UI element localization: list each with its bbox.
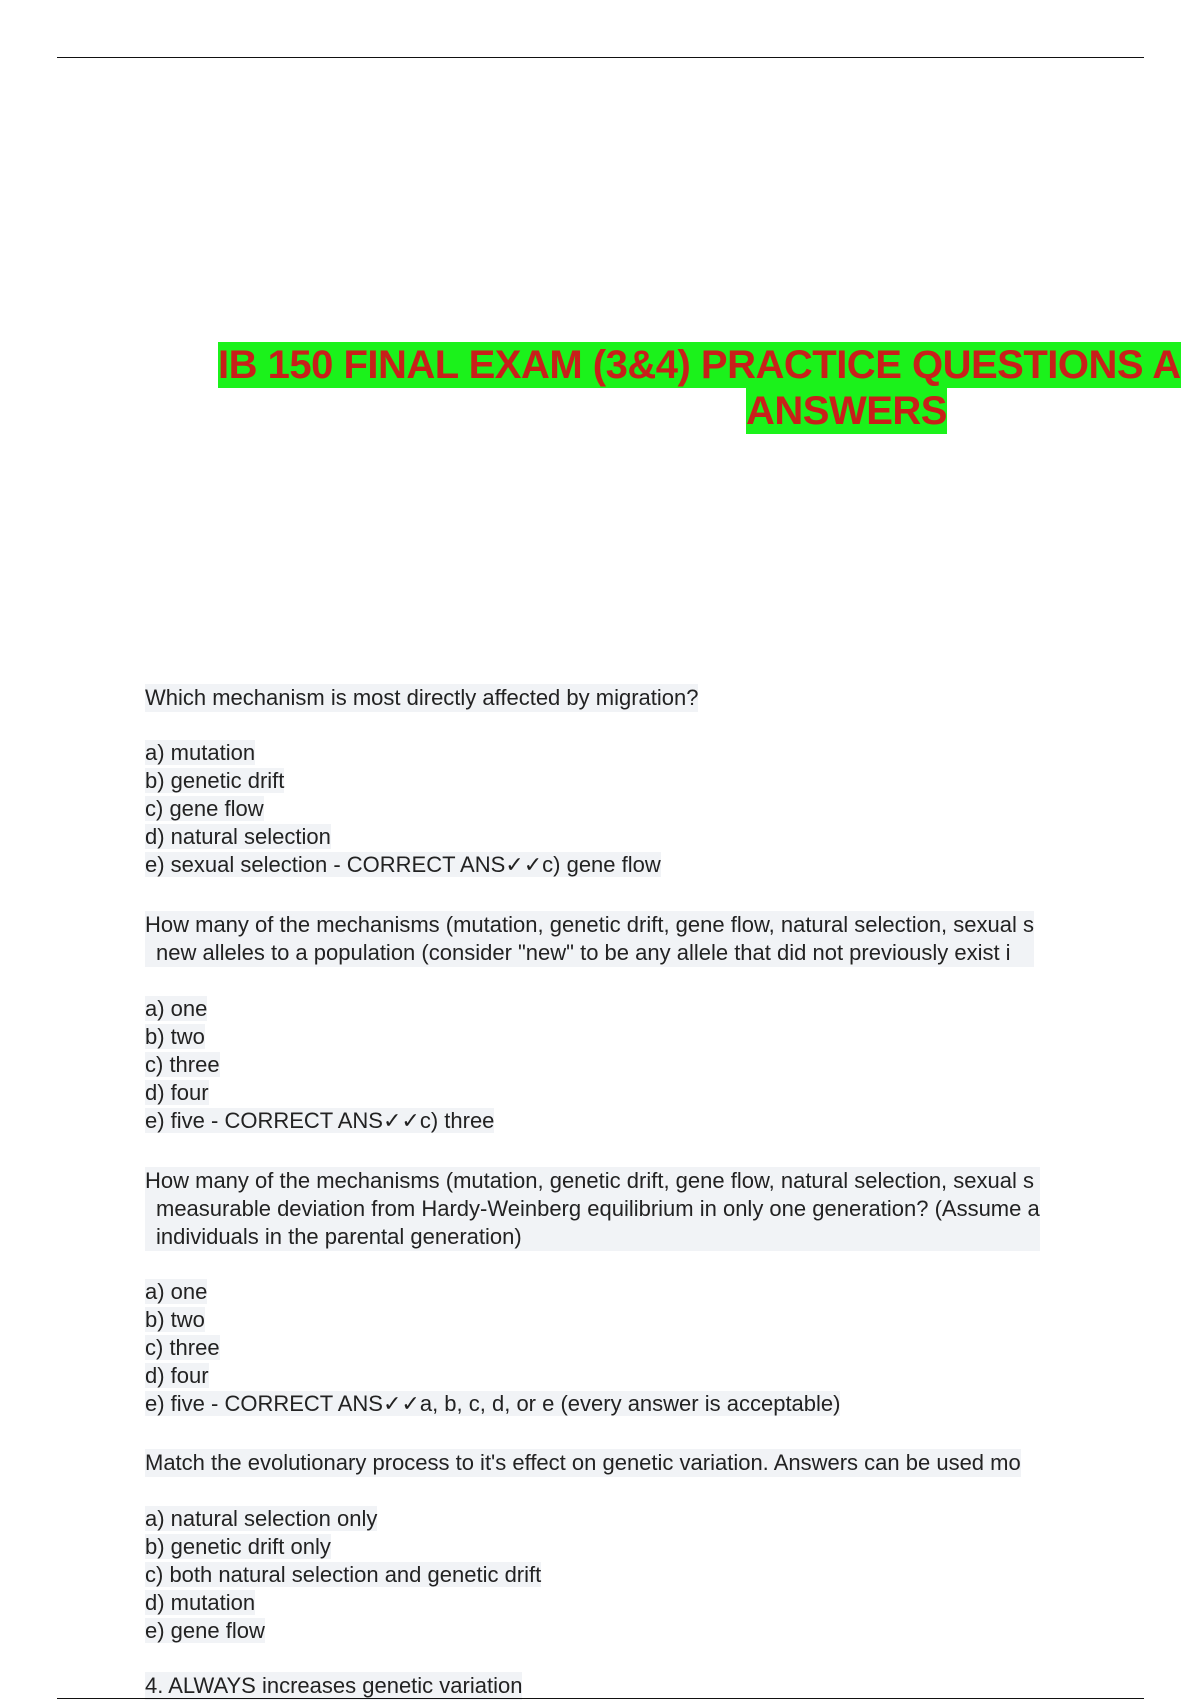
option-b: b) two [145,1024,205,1049]
option-d: d) natural selection [145,824,331,849]
numbered-item-4: 4. ALWAYS increases genetic variation [145,1673,523,1698]
bottom-rule [57,1698,1144,1699]
option-b: b) genetic drift [145,768,285,793]
option-d: d) four [145,1363,209,1388]
top-rule [57,57,1144,58]
option-c: c) both natural selection and genetic drift [145,1562,542,1587]
option-b: b) genetic drift only [145,1534,331,1559]
question-2-prompt [145,911,1034,967]
option-a: a) natural selection only [145,1506,378,1531]
question-3-options [145,1278,840,1418]
question-1-options [145,739,661,879]
prompt-line: individuals in the parental generation) [156,1224,522,1249]
option-e-answer: e) five - CORRECT ANS✓✓a, b, c, d, or e (every answer is acceptable) [145,1391,841,1416]
question-4-prompt [145,1449,1021,1477]
option-d: d) mutation [145,1590,256,1615]
option-c: c) three [145,1052,220,1077]
question-4-options [145,1505,541,1645]
question-1-prompt [145,684,698,712]
option-a: a) mutation [145,740,256,765]
option-c: c) three [145,1335,220,1360]
document-title-line-2: ANSWERS [746,389,947,433]
option-c: c) gene flow [145,796,264,821]
prompt-line: How many of the mechanisms (mutation, genetic drift, gene flow, natural selection, sexual s [145,912,1034,937]
option-a: a) one [145,1279,208,1304]
prompt-line: How many of the mechanisms (mutation, genetic drift, gene flow, natural selection, sexual s [145,1168,1034,1193]
option-e: e) gene flow [145,1618,265,1643]
prompt-line: Match the evolutionary process to it's effect on genetic variation. Answers can be used mo [145,1450,1021,1475]
question-2-options [145,995,494,1135]
prompt-line: new alleles to a population (consider "new" to be any allele that did not previously exist i [156,940,1011,965]
document-title-line-1: IB 150 FINAL EXAM (3&4) PRACTICE QUESTIONS A [218,343,1181,387]
option-e-answer: e) sexual selection - CORRECT ANS✓✓c) gene flow [145,852,661,877]
question-3-prompt [145,1167,1040,1251]
prompt-line: Which mechanism is most directly affected by migration? [145,685,699,710]
option-e-answer: e) five - CORRECT ANS✓✓c) three [145,1108,495,1133]
option-b: b) two [145,1307,205,1332]
option-a: a) one [145,996,208,1021]
prompt-line: measurable deviation from Hardy-Weinberg equilibrium in only one generation? (Assume a [156,1196,1040,1221]
option-d: d) four [145,1080,209,1105]
